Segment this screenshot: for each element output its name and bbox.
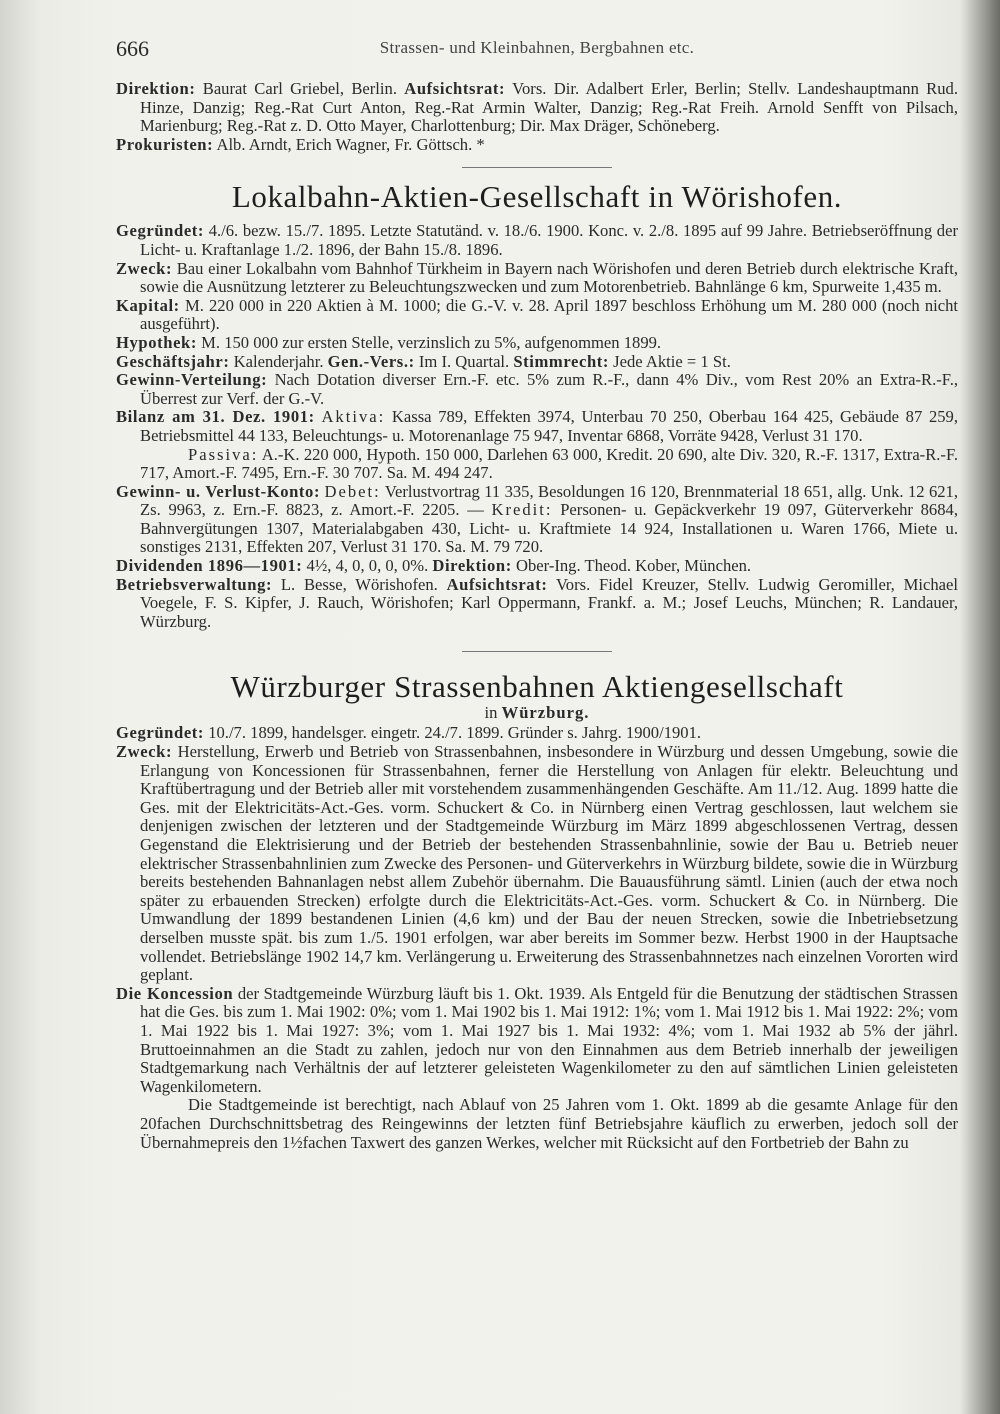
bilanz-paragraph: [116, 408, 958, 445]
direktion-paragraph: [116, 80, 958, 136]
bilanz-label: Bilanz am 31. Dez. 1901:: [116, 407, 315, 427]
direktion-text: Baurat Carl Griebel, Berlin.: [195, 79, 405, 98]
city-name: Würzburg.: [501, 703, 590, 723]
rueckkauf-text: Die Stadtgemeinde ist berechtigt, nach Ablauf von 25 Jahren vom 1. Okt. 1899 ab die gesamte Anlage für den 20fachen Durchschnittsbetrag des Reingewinns der letzten fünf Betriebsjahre käuflich zu erwerben, jedoch soll der Übernahmepreis den 1½fachen Taxwert des ganzen Werkes, welcher mit Rücksicht auf den Fortbetrieb der Bahn zu: [140, 1095, 958, 1152]
entry-wuerzburger-strassenbahnen: [116, 670, 958, 1152]
guv-paragraph: [116, 483, 958, 557]
zweck-label: Zweck:: [116, 742, 173, 762]
gegruendet-text: 10./7. 1899, handelsger. eingetr. 24./7. 1899. Gründer s. Jahrg. 1900/1901.: [204, 723, 702, 743]
passiva-label: Passiva:: [188, 444, 259, 464]
passiva-text: A.-K. 220 000, Hypoth. 150 000, Darlehen 63 000, Kredit. 20 690, alte Div. 320, R.-F. 1317, Extra-R.-F. 717, Amort.-F. 7495, Ern.-F. 30 707. Sa. M. 494 247.: [140, 444, 958, 483]
kredit-label: Kredit:: [491, 500, 553, 520]
betriebsverwaltung-text: L. Besse, Wörishofen.: [272, 574, 447, 594]
debet-label: Debet:: [324, 481, 381, 501]
section-divider: [462, 651, 612, 652]
stimmrecht-label: Stimmrecht:: [513, 351, 610, 371]
gen-vers-text: Im I. Quartal.: [414, 351, 514, 371]
geschaeftsjahr-text: Kalenderjahr.: [229, 351, 328, 371]
passiva-paragraph: [116, 446, 958, 483]
zweck-text: Herstellung, Erwerb und Betrieb von Strassenbahnen, insbesondere in Würzburg und dessen Umgebung, sowie die Erlangung von Koncessionen für Strassenbahnen, ferner die Herstellung von Anlagen für elektr. Beleuchtung und Kraftübertragung und der Betrieb aller mit vorstehendem zusammenhängenden Geschäfte. Am 11./12. Aug. 1899 hatte die Ges. mit der Elektricitäts-Act.-Ges. vorm. Schuckert & Co. in Nürnberg einen Vertrag geschlossen, laut welchem sie denjenigen zwischen der letzteren und der Stadtgemeinde Würzburg im März 1899 abgeschlossenen Vertrag, dessen Gegenstand die Elektrisierung und der Betrieb der bestehenden Strassenbahnlinie, sowie der Bau u. Betrieb neuer elektrischer Strassenbahnlinien zum Zwecke des Personen- und Güterverkehrs in Würzburg bildete, sowie die in Würzburg bereits bestehenden Bahnanlagen nebst allem Zubehör übernahm. Die Bauausführung sämtl. Linien (auch der etwa noch später zu erbauenden Strecken) erfolgte durch die Elektricitäts-Act.-Ges. vorm. Schuckert & Co. in Nürnberg. Die Umwandlung der 1899 bestandenen Linien (4,6 km) und der Bau der neuen Strecken, sowie die Inbetriebsetzung derselben musste spät. bis zum 1./5. 1901 erfolgen, war aber bereits im Sommer bezw. Herbst 1900 in der Hauptsache vollendet. Betriebslänge 1902 14,7 km. Verlängerung u. Erweiterung des Strassenbahnnetzes nach einzelnen Vororten wird geplant.: [140, 742, 958, 985]
prokuristen-label: Prokuristen:: [116, 134, 214, 154]
kapital-paragraph: [116, 297, 958, 334]
page-header: [116, 30, 958, 70]
koncession-paragraph: [116, 985, 958, 1097]
hypothek-label: Hypothek:: [116, 332, 198, 352]
hypothek-text: M. 150 000 zur ersten Stelle, verzinslich zu 5%, aufgenommen 1899.: [197, 332, 662, 352]
direktion-text: Ober-Ing. Theod. Kober, München.: [511, 556, 752, 576]
koncession-text: der Stadtgemeinde Würzburg läuft bis 1. Okt. 1939. Als Entgeld für die Benutzung der städtischen Strassen hat die Ges. bis zum 1. Mai 1902: 0%; vom 1. Mai 1902 bis 1. Mai 1912: 1%; vom 1. Mai 1912 bis 1. Mai 1922: 2%; vom 1. Mai 1922 bis 1. Mai 1927: 3%; vom 1. Mai 1927 bis 1. Mai 1932: 4%; vom 1. Mai 1932 ab 5% der jährl. Bruttoeinnahmen an die Stadt zu zahlen, jedoch nur von den Einnahmen aus dem Betrieb innerhalb der jeweiligen Stadtgemarkung nach Verhältnis der auf letzterer geleisteten Wagenkilometer zu den auf sämtlichen Linien geleisteten Wagenkilometern.: [140, 983, 958, 1096]
aktiva-text: Kassa 789, Effekten 3974, Unterbau 70 250, Oberbau 164 425, Gebäude 87 259, Betriebsmittel 44 133, Beleuchtungs- u. Motorenanlage 75 947, Inventar 6868, Vorräte 9428, Verlust 31 170.: [140, 407, 958, 445]
gewinn-verteilung-paragraph: [116, 371, 958, 408]
hypothek-paragraph: [116, 334, 958, 353]
dividenden-text: 4½, 4, 0, 0, 0, 0%.: [302, 556, 433, 576]
entry-lokalbahn-woerishofen: [116, 180, 958, 631]
running-title: Strassen- und Kleinbahnen, Bergbahnen etc.: [379, 38, 695, 57]
gen-vers-label: Gen.-Vers.:: [327, 351, 415, 371]
rueckkauf-paragraph: [116, 1096, 958, 1152]
text-column: [116, 30, 958, 1152]
dividenden-paragraph: [116, 557, 958, 576]
betriebsverwaltung-label: Betriebsverwaltung:: [116, 574, 273, 594]
stimmrecht-text: Jede Aktie = 1 St.: [609, 351, 731, 371]
page-number: 666: [116, 36, 149, 61]
section-divider: [462, 167, 612, 168]
geschaeftsjahr-label: Geschäftsjahr:: [116, 351, 230, 371]
gegruendet-paragraph: [116, 222, 958, 259]
gegruendet-text: 4./6. bezw. 15./7. 1895. Letzte Statutänd. v. 18./6. 1900. Konc. v. 2./8. 1895 auf 99 Jahre. Betriebseröffnung der Licht- u. Kraftanlage 1./2. 1896, der Bahn 15./8. 1896.: [140, 221, 958, 259]
zweck-text: Bau einer Lokalbahn vom Bahnhof Türkheim in Bayern nach Wörishofen und deren Betrieb durch elektrische Kraft, sowie die Ausnützung letzterer zu Beleuchtungszwecken und zum Motorenbetrieb. Bahnlänge 6 km, Spurweite 1,435 m.: [140, 258, 958, 297]
direktion-label: Direktion:: [432, 556, 512, 576]
aufsichtsrat-text: Vors. Fidel Kreuzer, Stellv. Ludwig Geromiller, Michael Voegele, F. S. Kipfer, J. Rauch, Wörishofen; Karl Oppermann, Frankf. a. M.; Josef Leuchs, München; R. Landauer, Würzburg.: [140, 574, 958, 631]
aktiva-label: Aktiva:: [321, 407, 386, 427]
kapital-text: M. 220 000 in 220 Aktien à M. 1000; die G.-V. v. 28. April 1897 beschloss Erhöhung um M. 280 000 (noch nicht ausgeführt).: [140, 295, 958, 334]
entry-title: Lokalbahn-Aktien-Gesellschaft in Wörishofen.: [231, 179, 843, 215]
entry-title: Würzburger Strassenbahnen Aktiengesellschaft: [230, 669, 844, 705]
zweck-paragraph: [116, 260, 958, 297]
zweck-label: Zweck:: [116, 258, 173, 278]
aufsichtsrat-label: Aufsichtsrat:: [404, 79, 506, 98]
kapital-label: Kapital:: [116, 295, 180, 315]
direktion-label: Direktion:: [116, 79, 196, 98]
kredit-text: Personen- u. Gepäckverkehr 19 097, Güterverkehr 8684, Bahnvergütungen 1307, Materialabgaben 430, Licht- u. Kraftmiete 14 924, Installationen u. Waren 1766, Miete u. sonstiges 2131, Effekten 207, Verlust 31 170. Sa. M. 79 720.: [140, 500, 958, 557]
geschaeftsjahr-paragraph: [116, 353, 958, 372]
gegruendet-label: Gegründet:: [116, 221, 205, 241]
zweck-paragraph: [116, 743, 958, 985]
entry-city: [116, 704, 958, 722]
aufsichtsrat-label: Aufsichtsrat:: [446, 574, 548, 594]
gewinn-verteilung-label: Gewinn-Verteilung:: [116, 370, 268, 390]
gegruendet-paragraph: [116, 724, 958, 743]
betriebsverwaltung-paragraph: [116, 576, 958, 632]
guv-label: Gewinn- u. Verlust-Konto:: [116, 481, 321, 501]
prokuristen-paragraph: [116, 136, 958, 155]
dividenden-label: Dividenden 1896—1901:: [116, 556, 303, 576]
gegruendet-label: Gegründet:: [116, 723, 205, 743]
koncession-label: Die Koncession: [116, 983, 234, 1003]
aufsichtsrat-text: Vors. Dir. Adalbert Erler, Berlin; Stellv. Landeshauptmann Rud. Hinze, Danzig; Reg.-Rat Curt Anton, Reg.-Rat Armin Walter, Danzig; Reg.-Rat Freih. Arnold Senfft von Pilsach, Marienburg; Reg.-Rat z. D. Otto Mayer, Charlottenburg; Dir. Max Dräger, Schöneberg.: [140, 79, 958, 136]
city-prefix: in: [484, 703, 502, 723]
gewinn-verteilung-text: Nach Dotation diverser Ern.-F. etc. 5% zum R.-F., dann 4% Div., vom Rest 20% an Extra-R.-F., Überrest zur Verf. der G.-V.: [140, 370, 958, 408]
prokuristen-text: Alb. Arndt, Erich Wagner, Fr. Göttsch. *: [213, 134, 485, 154]
debet-text: Verlustvortrag 11 335, Besoldungen 16 120, Brennmaterial 18 651, allg. Unk. 12 621, Zs. 9963, z. Ern.-F. 8823, z. Amort.-F. 2205. —: [140, 481, 958, 520]
previous-entry-tail: [116, 80, 958, 154]
